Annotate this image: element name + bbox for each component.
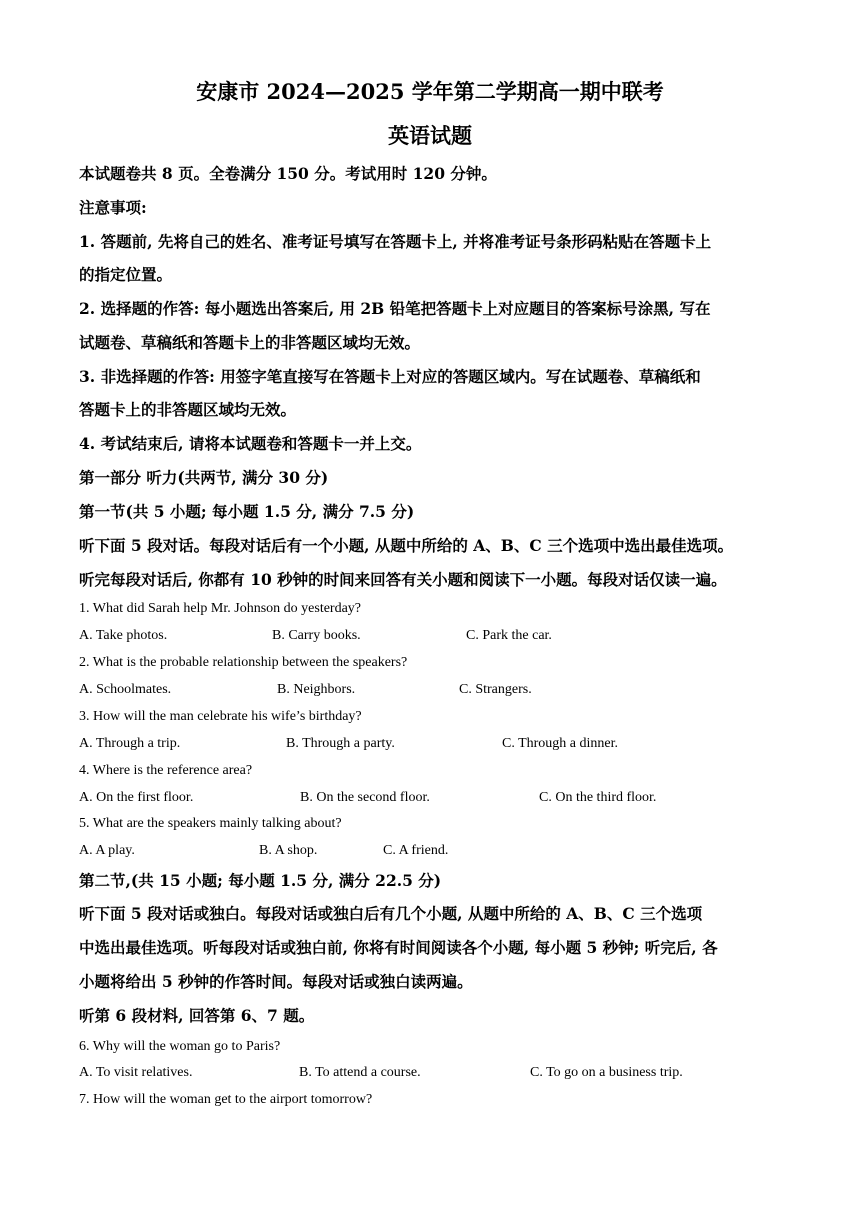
notice-line: 试题卷、草稿纸和答题卡上的非答题区域均无效。	[79, 333, 421, 352]
exam-subtitle: 英语试题	[388, 123, 472, 148]
question-5-option-a: A. A play.	[79, 843, 135, 858]
question-5-option-c: C. A friend.	[383, 843, 449, 858]
question-4-option-c: C. On the third floor.	[539, 790, 657, 805]
question-3-option-a: A. Through a trip.	[79, 736, 181, 751]
material-6-heading: 听第 6 段材料, 回答第 6、7 题。	[79, 1006, 315, 1025]
section1-instruction: 听下面 5 段对话。每段对话后有一个小题, 从题中所给的 A、B、C 三个选项中选出最佳选项。	[79, 536, 734, 555]
notice-line: 2. 选择题的作答: 每小题选出答案后, 用 2B 铅笔把答题卡上对应题目的答案标号涂黑, 写在	[79, 299, 711, 318]
question-3-option-c: C. Through a dinner.	[502, 736, 619, 751]
question-6-option-a: A. To visit relatives.	[79, 1065, 193, 1080]
question-4-option-a: A. On the first floor.	[79, 790, 194, 805]
question-1-stem: 1. What did Sarah help Mr. Johnson do yesterday?	[79, 601, 362, 616]
notice-line: 的指定位置。	[79, 265, 173, 284]
exam-title: 安康市 2024—2025 学年第二学期高一期中联考	[196, 79, 664, 104]
notice-line: 答题卡上的非答题区域均无效。	[79, 400, 297, 419]
question-7-stem: 7. How will the woman get to the airport tomorrow?	[79, 1092, 373, 1107]
question-1-option-a: A. Take photos.	[79, 628, 168, 643]
question-2-option-b: B. Neighbors.	[277, 682, 356, 697]
question-3-option-b: B. Through a party.	[286, 736, 395, 751]
question-6-option-b: B. To attend a course.	[299, 1065, 421, 1080]
notice-heading: 注意事项:	[79, 198, 147, 217]
notice-line: 3. 非选择题的作答: 用签字笔直接写在答题卡上对应的答题区域内。写在试题卷、草稿纸和	[79, 367, 701, 386]
exam-summary: 本试题卷共 8 页。全卷满分 150 分。考试用时 120 分钟。	[79, 164, 497, 183]
question-2-option-c: C. Strangers.	[459, 682, 532, 697]
question-2-stem: 2. What is the probable relationship between the speakers?	[79, 655, 408, 670]
question-5-stem: 5. What are the speakers mainly talking about?	[79, 816, 342, 831]
question-5-option-b: B. A shop.	[259, 843, 318, 858]
section2-instruction: 中选出最佳选项。听每段对话或独白前, 你将有时间阅读各个小题, 每小题 5 秒钟; 听完后, 各	[79, 938, 718, 957]
question-4-option-b: B. On the second floor.	[300, 790, 430, 805]
question-6-option-c: C. To go on a business trip.	[530, 1065, 683, 1080]
section1-heading: 第一节(共 5 小题; 每小题 1.5 分, 满分 7.5 分)	[79, 502, 415, 521]
question-3-stem: 3. How will the man celebrate his wife’s birthday?	[79, 709, 362, 724]
section2-instruction: 小题将给出 5 秒钟的作答时间。每段对话或独白读两遍。	[79, 972, 473, 991]
question-1-option-b: B. Carry books.	[272, 628, 361, 643]
section2-instruction: 听下面 5 段对话或独白。每段对话或独白后有几个小题, 从题中所给的 A、B、C 三个选项	[79, 904, 703, 923]
question-4-stem: 4. Where is the reference area?	[79, 763, 253, 778]
section1-instruction: 听完每段对话后, 你都有 10 秒钟的时间来回答有关小题和阅读下一小题。每段对话仅读一遍。	[79, 570, 727, 589]
notice-line: 4. 考试结束后, 请将本试题卷和答题卡一并上交。	[79, 434, 422, 453]
section2-heading: 第二节,(共 15 小题; 每小题 1.5 分, 满分 22.5 分)	[79, 871, 442, 890]
part1-heading: 第一部分 听力(共两节, 满分 30 分)	[79, 468, 329, 487]
question-2-option-a: A. Schoolmates.	[79, 682, 172, 697]
question-6-stem: 6. Why will the woman go to Paris?	[79, 1039, 281, 1054]
notice-line: 1. 答题前, 先将自己的姓名、准考证号填写在答题卡上, 并将准考证号条形码粘贴在答题卡上	[79, 232, 712, 251]
question-1-option-c: C. Park the car.	[466, 628, 552, 643]
